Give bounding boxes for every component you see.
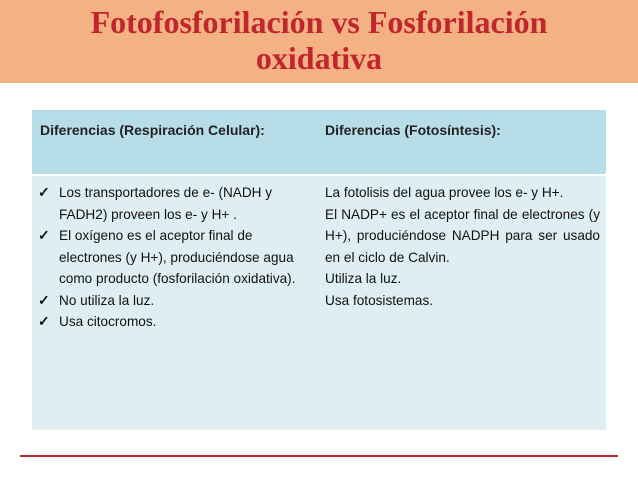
respiracion-list [38, 182, 312, 333]
paragraph: El NADP+ es el aceptor final de electrones (y H+), produciéndose NADPH para ser usado en el ciclo de Calvin. [325, 206, 600, 265]
checkmark-icon: ✓ [38, 184, 50, 200]
list-item-text: El oxígeno es el aceptor final de electrones (y H+), produciéndose agua como producto (fosforilación oxidativa). [59, 228, 296, 286]
checkmark-icon: ✓ [38, 313, 50, 329]
paragraph: Usa fotosistemas. [325, 292, 434, 308]
list-item [38, 225, 312, 290]
slide-title [0, 4, 638, 76]
bottom-divider [20, 455, 618, 457]
list-item-text: Usa citocromos. [59, 314, 157, 329]
checkmark-icon: ✓ [38, 227, 50, 243]
checkmark-icon: ✓ [38, 291, 50, 308]
list-item-text: Los transportadores de e- (NADH y FADH2) proveen los e- y H+ . [59, 185, 273, 222]
list-item-text: No utiliza la luz. [59, 292, 155, 308]
slide-title-line-1: Fotofosforilación vs Fosforilación [90, 4, 548, 40]
fotosintesis-text [325, 182, 600, 311]
header-fotosintesis: Diferencias (Fotosíntesis): [325, 122, 501, 138]
slide-title-line-2: oxidativa [255, 40, 383, 76]
paragraph: La fotolisis del agua provee los e- y H+. [325, 185, 564, 200]
list-item [38, 290, 312, 312]
list-item [38, 182, 312, 225]
list-item [38, 311, 312, 333]
header-respiracion: Diferencias (Respiración Celular): [40, 122, 265, 138]
paragraph: Utiliza la luz. [325, 271, 402, 286]
comparison-table [32, 110, 606, 430]
